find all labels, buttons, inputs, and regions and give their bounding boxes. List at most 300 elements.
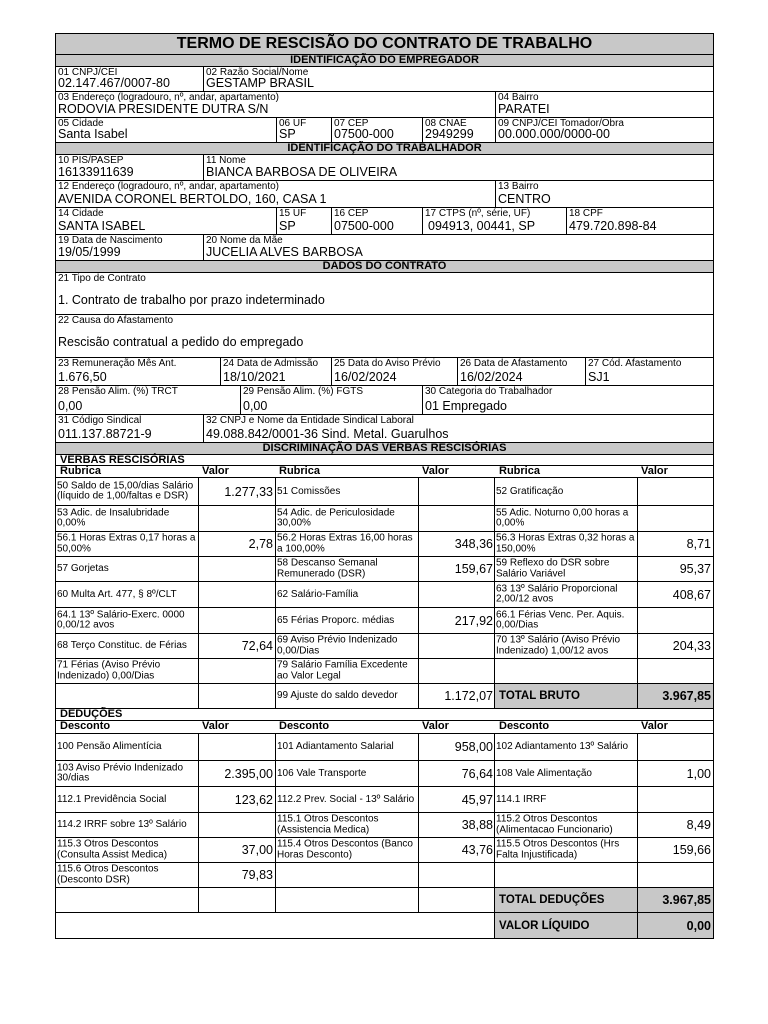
verba-item-value-cell xyxy=(418,478,495,505)
verba-item-value-cell xyxy=(637,557,713,581)
field-25-label: 25 Data do Aviso Prévio xyxy=(334,358,441,369)
deducoes-col-valor-3: Valor xyxy=(641,720,668,732)
deducao-item-value-cell xyxy=(418,787,495,812)
field-25-value: 16/02/2024 xyxy=(334,370,397,384)
field-05-value: Santa Isabel xyxy=(58,127,128,141)
field-08-value: 2949299 xyxy=(425,127,474,141)
verba-item-name: 65 Férias Proporc. médias xyxy=(277,614,395,626)
employer-row-1 xyxy=(55,67,714,92)
verba-item-value-cell xyxy=(637,582,713,607)
verba-item-value-cell xyxy=(418,608,495,633)
field-22-termination-cause xyxy=(55,315,714,358)
field-29-value: 0,00 xyxy=(243,399,268,413)
verba-item-name-cell xyxy=(56,608,198,633)
form-title: TERMO DE RESCISÃO DO CONTRATO DE TRABALHO xyxy=(55,33,714,55)
field-06-label: 06 UF xyxy=(279,118,307,129)
verba-row xyxy=(55,684,714,709)
verbas-column-headers xyxy=(55,466,714,478)
verba-item-value: 217,92 xyxy=(454,613,493,628)
field-08-label: 08 CNAE xyxy=(425,118,467,129)
deducao-item-name-cell xyxy=(275,813,418,837)
verba-row xyxy=(55,478,714,506)
deducao-item-value-cell xyxy=(198,888,275,912)
verba-item-name-cell xyxy=(56,582,198,607)
verba-item-value-cell xyxy=(198,659,275,683)
field-28-value: 0,00 xyxy=(58,399,83,413)
field-24-label: 24 Data de Admissão xyxy=(223,358,319,369)
verba-item-name: 56.3 Horas Extras 0,32 horas a 150,00% xyxy=(496,532,635,554)
deducoes-title-text: DEDUÇÕES xyxy=(60,708,123,720)
deducao-item-name-cell xyxy=(56,787,198,812)
field-09-cnpj-tomador xyxy=(495,118,713,142)
field-14-value: SANTA ISABEL xyxy=(58,219,146,233)
deducao-item-name: 115.6 Otros Descontos (Desconto DSR) xyxy=(57,863,159,885)
deducao-item-name: 115.1 Otros Descontos (Assistencia Medica) xyxy=(277,813,379,835)
deducao-item-name: 100 Pensão Alimentícia xyxy=(57,740,162,752)
field-23-value: 1.676,50 xyxy=(58,370,107,384)
contract-row-dates xyxy=(55,358,714,386)
deducao-item-name: 112.1 Previdência Social xyxy=(57,793,167,805)
verba-item-value: 204,33 xyxy=(672,639,711,653)
deducao-row xyxy=(55,761,714,787)
field-27-value: SJ1 xyxy=(588,370,610,384)
deducao-item-name: 115.3 Otros Descontos (Consulta Assist Medica) xyxy=(57,838,168,860)
field-02-label: 02 Razão Social/Nome xyxy=(206,67,309,78)
field-19-label: 19 Data de Nascimento xyxy=(58,235,163,246)
verba-item-name-cell xyxy=(275,608,418,633)
verba-item-name-cell xyxy=(275,582,418,607)
field-22-value: Rescisão contratual a pedido do empregado xyxy=(58,335,304,349)
deducao-item-value-cell xyxy=(198,863,275,887)
field-07-label: 07 CEP xyxy=(334,118,369,129)
field-04-district xyxy=(495,92,713,117)
field-05-label: 05 Cidade xyxy=(58,118,104,129)
verba-item-name-cell xyxy=(56,684,198,708)
field-10-value: 16133911639 xyxy=(58,165,134,179)
verba-item-value: 159,67 xyxy=(454,562,493,576)
field-04-value: PARATEI xyxy=(498,102,550,116)
verba-item-name: 56.2 Horas Extras 16,00 horas a 100,00% xyxy=(277,532,413,554)
deducao-item-name-cell xyxy=(275,838,418,862)
contract-row-pension xyxy=(55,386,714,415)
verba-item-name: 79 Salário Família Excedente ao Valor Legal xyxy=(277,659,408,681)
field-06-value: SP xyxy=(279,127,296,141)
field-07-cep xyxy=(331,118,422,142)
field-24-value: 18/10/2021 xyxy=(223,370,286,384)
verba-item-value-cell xyxy=(637,634,713,658)
verba-item-value-cell xyxy=(198,582,275,607)
verba-item-name: 50 Saldo de 15,00/dias Salário (líquido de 1,00/faltas e DSR) xyxy=(57,480,194,502)
verba-item-value-cell xyxy=(198,684,275,708)
deducao-row xyxy=(55,838,714,863)
field-01-cnpj xyxy=(56,67,203,91)
field-21-label: 21 Tipo de Contrato xyxy=(58,273,146,284)
verba-item-value-cell xyxy=(418,634,495,658)
deducao-item-value: 159,66 xyxy=(672,843,711,857)
verbas-col-valor-1: Valor xyxy=(202,465,229,477)
deducao-item-value-cell xyxy=(198,787,275,812)
field-30-label: 30 Categoria do Trabalhador xyxy=(425,386,553,397)
verba-item-name-cell xyxy=(494,557,637,581)
verba-row xyxy=(55,506,714,532)
field-16-cep xyxy=(331,208,422,234)
field-11-value: BIANCA BARBOSA DE OLIVEIRA xyxy=(206,165,398,179)
deducao-item-name: 115.5 Otros Descontos (Hrs Falta Injustificada) xyxy=(496,838,620,860)
deducao-item-name-cell xyxy=(56,813,198,837)
verba-item-value: 1.172,07 xyxy=(444,689,493,703)
deducao-item-value: 43,76 xyxy=(461,843,493,857)
breakdown-section-header: DISCRIMINAÇÃO DAS VERBAS RESCISÓRIAS xyxy=(55,443,714,455)
verba-item-value-cell xyxy=(418,659,495,683)
deducao-item-name-cell xyxy=(56,734,198,760)
deducao-item-value-cell xyxy=(637,863,713,887)
verba-item-value-cell xyxy=(198,634,275,658)
deducao-item-value: 2.395,00 xyxy=(224,766,273,781)
verba-item-name: 71 Férias (Aviso Prévio Indenizado) 0,00/Dias xyxy=(57,659,161,681)
field-03-value: RODOVIA PRESIDENTE DUTRA S/N xyxy=(58,102,269,116)
field-12-label: 12 Endereço (logradouro, nº, andar, apartamento) xyxy=(58,181,280,192)
field-07-value: 07500-000 xyxy=(334,127,394,141)
verba-item-name: 59 Reflexo do DSR sobre Salário Variável xyxy=(496,557,610,579)
verba-item-value: 408,67 xyxy=(672,587,711,602)
worker-row-2 xyxy=(55,181,714,208)
verba-item-name-cell xyxy=(56,506,198,531)
field-13-district xyxy=(495,181,713,207)
deducao-item-name: 112.2 Prev. Social - 13º Salário xyxy=(277,793,415,805)
field-20-label: 20 Nome da Mãe xyxy=(206,235,283,246)
field-27-leave-code xyxy=(585,358,713,385)
verba-item-name-cell xyxy=(56,557,198,581)
field-17-value: 094913, 00441, SP xyxy=(428,219,536,233)
deducao-item-name-cell xyxy=(275,734,418,760)
contract-row-union xyxy=(55,415,714,443)
total-bruto-value-cell xyxy=(637,684,713,708)
verba-row xyxy=(55,582,714,608)
field-12-value: AVENIDA CORONEL BERTOLDO, 160, CASA 1 xyxy=(58,192,327,206)
verba-item-name-cell xyxy=(275,684,418,708)
field-13-value: CENTRO xyxy=(498,192,551,206)
verba-item-name: 64.1 13º Salário-Exerc. 0000 0,00/12 avos xyxy=(57,609,185,631)
field-28-label: 28 Pensão Alim. (%) TRCT xyxy=(58,386,178,397)
deducao-item-value-cell xyxy=(418,813,495,837)
verba-item-value: 95,37 xyxy=(679,562,711,576)
employer-section-header: IDENTIFICAÇÃO DO EMPREGADOR xyxy=(55,55,714,67)
deducao-item-name: 115.4 Otros Descontos (Banco Horas Desconto) xyxy=(277,838,413,860)
deducoes-title xyxy=(55,709,714,721)
field-11-label: 11 Nome xyxy=(206,155,246,166)
verba-item-name-cell xyxy=(494,582,637,607)
deducao-item-value-cell xyxy=(418,888,495,912)
deducao-item-value: 79,83 xyxy=(241,868,273,882)
verba-item-name-cell xyxy=(494,634,637,658)
verba-item-name: 68 Terço Constituc. de Férias xyxy=(57,639,187,651)
verba-item-name-cell xyxy=(494,608,637,633)
deducao-item-value: 38,88 xyxy=(461,818,493,832)
verba-item-name-cell xyxy=(275,506,418,531)
field-10-pis xyxy=(56,155,203,180)
verba-item-name: 56.1 Horas Extras 0,17 horas a 50,00% xyxy=(57,532,196,554)
verba-item-name: 66.1 Férias Venc. Per. Aquis. 0,00/Dias xyxy=(496,609,625,631)
deducao-item-name: 103 Aviso Prévio Indenizado 30/dias xyxy=(57,762,184,784)
field-21-contract-type xyxy=(55,273,714,315)
deducao-row xyxy=(55,787,714,813)
field-21-value: 1. Contrato de trabalho por prazo indeterminado xyxy=(58,293,325,307)
field-32-union-entity xyxy=(203,415,713,442)
total-bruto-value: 3.967,85 xyxy=(662,689,711,703)
verba-item-name-cell xyxy=(275,532,418,556)
deducao-item-name-cell xyxy=(494,838,637,862)
deducao-item-value: 8,49 xyxy=(686,818,711,832)
field-19-value: 19/05/1999 xyxy=(58,245,121,259)
verba-item-name: 69 Aviso Prévio Indenizado 0,00/Dias xyxy=(277,634,398,656)
field-24-admission-date xyxy=(220,358,331,385)
valor-liquido-row xyxy=(55,913,714,939)
verba-item-value-cell xyxy=(418,557,495,581)
field-30-value: 01 Empregado xyxy=(425,399,508,413)
deducao-row xyxy=(55,863,714,888)
verba-item-value: 72,64 xyxy=(241,639,273,653)
verba-row xyxy=(55,608,714,634)
field-16-label: 16 CEP xyxy=(334,208,369,219)
verba-item-name-cell xyxy=(56,634,198,658)
verba-row xyxy=(55,659,714,684)
field-09-value: 00.000.000/0000-00 xyxy=(498,127,610,141)
field-15-value: SP xyxy=(279,219,296,233)
verba-item-name: 57 Gorjetas xyxy=(57,562,109,574)
deducao-item-value-cell xyxy=(637,761,713,786)
deducao-item-name-cell xyxy=(494,863,637,887)
deducao-item-name-cell xyxy=(494,813,637,837)
field-01-label: 01 CNPJ/CEI xyxy=(58,67,118,78)
deducoes-col-desconto-3: Desconto xyxy=(499,720,550,732)
deducao-item-value-cell xyxy=(418,734,495,760)
valor-liquido-value: 0,00 xyxy=(686,918,711,933)
field-11-name xyxy=(203,155,713,180)
field-27-label: 27 Cód. Afastamento xyxy=(588,358,682,369)
verba-row xyxy=(55,532,714,557)
deducao-item-value-cell xyxy=(637,787,713,812)
deducoes-col-valor-1: Valor xyxy=(202,720,229,732)
verba-item-name-cell xyxy=(494,506,637,531)
deducao-item-name-cell xyxy=(275,863,418,887)
field-29-label: 29 Pensão Alim. (%) FGTS xyxy=(243,386,364,397)
verba-item-name-cell xyxy=(275,478,418,505)
deducao-item-name-cell xyxy=(275,787,418,812)
field-32-label: 32 CNPJ e Nome da Entidade Sindical Laboral xyxy=(206,415,414,426)
deducao-item-value-cell xyxy=(198,761,275,786)
field-26-label: 26 Data de Afastamento xyxy=(460,358,568,369)
verba-item-name: 60 Multa Art. 477, § 8º/CLT xyxy=(57,588,177,600)
worker-row-4 xyxy=(55,235,714,261)
field-04-label: 04 Bairro xyxy=(498,92,539,103)
deducoes-col-valor-2: Valor xyxy=(422,720,449,732)
verba-item-value: 2,78 xyxy=(248,537,273,551)
verba-item-value-cell xyxy=(637,478,713,505)
deducao-item-name-cell xyxy=(275,888,418,912)
deducao-row xyxy=(55,813,714,838)
field-02-company-name xyxy=(203,67,713,91)
field-08-cnae xyxy=(422,118,495,142)
verba-item-name: 70 13º Salário (Aviso Prévio Indenizado) 1,00/12 avos xyxy=(496,634,621,656)
verba-item-value: 1.277,33 xyxy=(224,484,273,499)
deducao-item-value-cell xyxy=(637,838,713,862)
field-19-birth-date xyxy=(56,235,203,260)
verbas-col-rubrica-2: Rubrica xyxy=(279,465,320,477)
valor-liquido-label-cell xyxy=(494,913,637,938)
field-32-value: 49.088.842/0001-36 Sind. Metal. Guarulhos xyxy=(206,427,449,441)
field-06-uf xyxy=(276,118,331,142)
total-deducoes-value: 3.967,85 xyxy=(662,893,711,907)
field-15-uf xyxy=(276,208,331,234)
field-31-label: 31 Código Sindical xyxy=(58,415,142,426)
field-18-label: 18 CPF xyxy=(569,208,603,219)
deducao-item-value: 45,97 xyxy=(461,792,493,807)
deducao-row xyxy=(55,734,714,761)
verba-item-name-cell xyxy=(56,532,198,556)
deducao-item-value: 37,00 xyxy=(241,843,273,857)
deducao-item-name: 114.2 IRRF sobre 13º Salário xyxy=(57,818,187,830)
worker-section-header: IDENTIFICAÇÃO DO TRABALHADOR xyxy=(55,143,714,155)
verba-item-name-cell xyxy=(275,634,418,658)
deducao-item-value: 1,00 xyxy=(686,766,711,781)
verbas-title-text: VERBAS RESCISÓRIAS xyxy=(60,454,185,466)
field-09-label: 09 CNPJ/CEI Tomador/Obra xyxy=(498,118,624,129)
deducoes-grid xyxy=(55,734,714,913)
verba-item-name-cell xyxy=(56,659,198,683)
valor-liquido-label: VALOR LÍQUIDO xyxy=(499,919,590,932)
deducao-item-name: 101 Adiantamento Salarial xyxy=(277,740,394,752)
deducao-item-name: 114.1 IRRF xyxy=(496,793,547,805)
deducao-item-name-cell xyxy=(275,761,418,786)
deducao-item-name: 106 Vale Transporte xyxy=(277,767,367,779)
worker-row-1 xyxy=(55,155,714,181)
deducao-item-name: 115.2 Otros Descontos (Alimentacao Funcionario) xyxy=(496,813,613,835)
field-17-ctps xyxy=(422,208,566,234)
deducoes-col-desconto-2: Desconto xyxy=(279,720,330,732)
deducao-item-value: 76,64 xyxy=(461,766,493,781)
verba-item-name: 53 Adic. de Insalubridade 0,00% xyxy=(57,507,170,529)
deducao-item-value-cell xyxy=(418,863,495,887)
deducao-item-name-cell xyxy=(494,787,637,812)
contract-section-header: DADOS DO CONTRATO xyxy=(55,261,714,273)
verbas-grid xyxy=(55,478,714,709)
employer-row-2 xyxy=(55,92,714,118)
verba-item-name: 55 Adic. Noturno 0,00 horas a 0,00% xyxy=(496,507,629,529)
field-30-worker-category xyxy=(422,386,713,414)
verba-item-value-cell xyxy=(418,582,495,607)
verba-item-value-cell xyxy=(418,506,495,531)
verba-item-value-cell xyxy=(198,532,275,556)
field-26-value: 16/02/2024 xyxy=(460,370,523,384)
field-12-address xyxy=(56,181,495,207)
deducao-item-name: 108 Vale Alimentação xyxy=(496,767,592,779)
field-15-label: 15 UF xyxy=(279,208,307,219)
deducao-item-name-cell xyxy=(56,838,198,862)
deducao-item-name-cell xyxy=(56,888,198,912)
verba-item-value-cell xyxy=(637,608,713,633)
deducao-item-value-cell xyxy=(198,734,275,760)
field-13-label: 13 Bairro xyxy=(498,181,539,192)
deducao-item-value-cell xyxy=(637,734,713,760)
verba-item-value: 348,36 xyxy=(454,537,493,551)
verba-item-name-cell xyxy=(275,557,418,581)
total-deducoes-label-cell xyxy=(494,888,637,912)
verba-item-name-cell xyxy=(275,659,418,683)
verbas-col-valor-3: Valor xyxy=(641,465,668,477)
field-17-label: 17 CTPS (nº, série, UF) xyxy=(425,208,531,219)
verba-item-name: 54 Adic. de Periculosidade 30,00% xyxy=(277,507,395,529)
verba-item-name: 52 Gratificação xyxy=(496,485,564,497)
total-bruto-label: TOTAL BRUTO xyxy=(499,690,580,702)
employer-row-3 xyxy=(55,118,714,143)
worker-row-3 xyxy=(55,208,714,235)
deducao-item-value-cell xyxy=(637,813,713,837)
total-deducoes-value-cell xyxy=(637,888,713,912)
field-20-mother-name xyxy=(203,235,713,260)
verba-item-value: 8,71 xyxy=(686,537,711,551)
verba-row xyxy=(55,634,714,659)
verba-item-value-cell xyxy=(198,478,275,505)
deducao-item-value-cell xyxy=(418,761,495,786)
deducao-item-name-cell xyxy=(56,761,198,786)
verba-item-name-cell xyxy=(494,659,637,683)
deducao-item-value: 958,00 xyxy=(454,740,493,754)
deducoes-column-headers xyxy=(55,721,714,734)
deducao-item-value-cell xyxy=(418,838,495,862)
field-18-cpf xyxy=(566,208,713,234)
verba-item-value-cell xyxy=(198,506,275,531)
verba-item-value-cell xyxy=(198,608,275,633)
field-10-label: 10 PIS/PASEP xyxy=(58,155,124,166)
field-18-value: 479.720.898-84 xyxy=(569,219,657,233)
total-bruto-label-cell xyxy=(494,684,637,708)
verba-item-value-cell xyxy=(637,506,713,531)
field-03-label: 03 Endereço (logradouro, nº, andar, apartamento) xyxy=(58,92,280,103)
verba-item-name: 58 Descanso Semanal Remunerado (DSR) xyxy=(277,557,378,579)
field-03-address xyxy=(56,92,495,117)
valor-liquido-value-cell xyxy=(637,913,713,938)
field-23-remuneration xyxy=(56,358,220,385)
deducao-item-name-cell xyxy=(494,761,637,786)
deducao-item-name: 102 Adiantamento 13º Salário xyxy=(496,740,629,752)
deducao-item-value-cell xyxy=(198,838,275,862)
verbas-col-valor-2: Valor xyxy=(422,465,449,477)
verba-item-value-cell xyxy=(637,532,713,556)
deducao-item-value: 123,62 xyxy=(234,792,273,807)
field-05-city xyxy=(56,118,276,142)
field-01-value: 02.147.467/0007-80 xyxy=(58,76,170,90)
verba-row xyxy=(55,557,714,582)
verba-item-value-cell xyxy=(637,659,713,683)
field-31-value: 011.137.88721-9 xyxy=(58,427,152,441)
deducao-row xyxy=(55,888,714,913)
verba-item-name-cell xyxy=(494,532,637,556)
verba-item-name-cell xyxy=(56,478,198,505)
verbas-col-rubrica-3: Rubrica xyxy=(499,465,540,477)
verbas-title xyxy=(55,455,714,466)
deducoes-col-desconto-1: Desconto xyxy=(60,720,111,732)
deducao-item-name-cell xyxy=(494,734,637,760)
field-02-value: GESTAMP BRASIL xyxy=(206,76,314,90)
verba-item-name: 99 Ajuste do saldo devedor xyxy=(277,689,398,701)
termination-form xyxy=(55,33,714,939)
field-22-label: 22 Causa do Afastamento xyxy=(58,315,174,326)
field-16-value: 07500-000 xyxy=(334,219,394,233)
verba-item-name: 62 Salário-Família xyxy=(277,588,359,600)
verba-item-value-cell xyxy=(198,557,275,581)
field-26-leave-date xyxy=(457,358,585,385)
field-14-city xyxy=(56,208,276,234)
